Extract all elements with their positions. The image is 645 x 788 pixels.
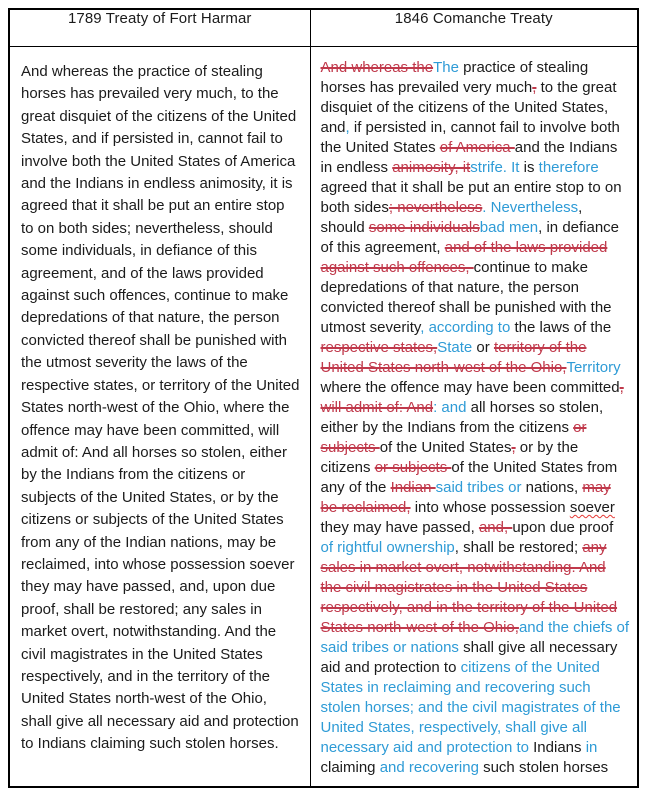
column-header-1846-treaty: 1846 Comanche Treaty bbox=[310, 9, 638, 47]
text-segment-normal: and the Indians in endless bbox=[320, 139, 618, 176]
text-segment-inserted: of rightful ownership bbox=[320, 539, 455, 556]
text-segment-deleted: Indian bbox=[390, 479, 436, 496]
text-segment-normal: is bbox=[519, 159, 539, 176]
cell-1846-treaty bbox=[310, 47, 638, 788]
text-segment-deleted: some individuals bbox=[368, 219, 480, 236]
text-segment-deleted: of America bbox=[439, 139, 515, 156]
header-row bbox=[9, 9, 638, 47]
text-segment-normal: where the offence may have been committed bbox=[320, 379, 620, 396]
text-segment-deleted: , bbox=[511, 439, 516, 456]
text-segment-inserted: bad men bbox=[479, 219, 539, 236]
text-segment-deleted: and of the laws provided against such offences, bbox=[320, 239, 608, 276]
text-segment-inserted: therefore bbox=[538, 159, 599, 176]
text-segment-inserted: said tribes or bbox=[435, 479, 522, 496]
text-segment-normal: of the United States bbox=[379, 439, 512, 456]
text-segment-normal: into whose possession bbox=[410, 499, 570, 516]
text-segment-deleted: any sales in market overt, notwithstanding. And the civil magistrates in the United States respectively, and in the territory of the United States north-west of the Ohio, bbox=[320, 539, 618, 636]
text-segment-normal: all horses so stolen, either by the Indians from the citizens bbox=[320, 399, 604, 436]
text-segment-inserted: State bbox=[437, 339, 473, 356]
text-segment-deleted: And whereas the bbox=[320, 59, 434, 76]
text-segment-normal: if persisted in, cannot fail to involve both the United States bbox=[320, 119, 620, 156]
text-segment-deleted: , bbox=[532, 79, 537, 96]
text-segment-normal: to the great disquiet of the citizens of the United States, and bbox=[320, 79, 617, 136]
text-segment-normal: or by the citizens bbox=[320, 439, 579, 476]
text-segment-normal: practice of stealing horses has prevailed very much bbox=[320, 59, 589, 96]
text-segment-normal: upon due proof bbox=[512, 519, 614, 536]
column-header-1789-treaty: 1789 Treaty of Fort Harmar bbox=[9, 9, 310, 47]
text-segment-normal: such stolen horses bbox=[478, 759, 609, 776]
text-segment-inserted: . Nevertheless bbox=[482, 199, 579, 216]
text-segment-deleted: territory of the United States north-west of the Ohio, bbox=[320, 339, 587, 376]
text-segment-deleted: or subjects bbox=[320, 419, 587, 456]
text-segment-inserted: , according to bbox=[420, 319, 511, 336]
text-segment-inserted: The bbox=[433, 59, 459, 76]
text-segment-normal: agreed that it shall be put an entire stop to on both sides bbox=[320, 179, 622, 216]
text-segment-normal: nations, bbox=[521, 479, 583, 496]
treaty-1789-text: And whereas the practice of stealing horses has prevailed very much, to the great disquiet of the citizens of the United States, and if persisted in, cannot fail to involve both the United States of America and the Indians in endless animosity, it is agreed that it shall be put an entire stop to on both sides; nevertheless, should some individuals, in defiance of this agreement, and of the laws provided against such offences, continue to make depredations of that nature, the person convicted thereof shall be punished with the utmost severity the laws of the respective states, or territory of the United States north-west of the Ohio, where the offence may have been committed, will admit of: And all horses so stolen, either by the Indians from the citizens or subjects of the United States, or by the citizens or subjects of the United States from any of the Indian nations, may be reclaimed, into whose possession soever they may have passed, and, upon due proof, shall be restored; any sales in market overt, notwithstanding. And the civil magistrates in the United States respectively, and in the territory of the United States north-west of the Ohio, shall give all necessary aid and protection to Indians claiming such stolen horses. bbox=[21, 63, 300, 753]
text-segment-inserted: : and bbox=[433, 399, 467, 416]
text-segment-normal: Indians bbox=[528, 739, 586, 756]
text-segment-inserted: and recovering bbox=[379, 759, 479, 776]
text-segment-normal: shall give all necessary aid and protection to bbox=[320, 639, 618, 676]
text-segment-normal: or bbox=[472, 339, 494, 356]
text-segment-normal: they may have passed, bbox=[320, 519, 479, 536]
text-segment-deleted: and, bbox=[478, 519, 513, 536]
cell-1789-treaty bbox=[9, 47, 310, 788]
text-segment-deleted: ; nevertheless bbox=[388, 199, 483, 216]
text-segment-normal: , should bbox=[320, 199, 583, 236]
text-segment-normal: , shall be restored; bbox=[454, 539, 583, 556]
text-segment-deleted: or subjects bbox=[374, 459, 452, 476]
body-row bbox=[9, 47, 638, 788]
text-segment-deleted: respective states, bbox=[320, 339, 438, 356]
text-segment-inserted: Territory bbox=[566, 359, 621, 376]
text-segment-inserted: in bbox=[585, 739, 598, 756]
text-segment-deleted: animosity, it bbox=[392, 159, 471, 176]
text-segment-inserted: and the chiefs of said tribes or nations bbox=[320, 619, 630, 656]
text-segment-inserted: , bbox=[345, 119, 350, 136]
text-segment-misspelled: soever bbox=[569, 499, 615, 516]
text-segment-normal: the laws of the bbox=[510, 319, 612, 336]
text-segment-normal: claiming bbox=[320, 759, 380, 776]
text-segment-deleted: may be reclaimed, bbox=[320, 479, 611, 516]
text-segment-inserted: citizens of the United States in reclaiming and recovering such stolen horses; and the civil magistrates of the United States, respectively, shall give all necessary aid and protection to bbox=[320, 659, 621, 756]
text-segment-inserted: strife. It bbox=[470, 159, 520, 176]
treaty-comparison-table bbox=[8, 8, 639, 788]
text-segment-normal: , in defiance of this agreement, bbox=[320, 219, 620, 256]
text-segment-normal: of the United States from any of the bbox=[320, 459, 618, 496]
text-segment-deleted: , will admit of: And bbox=[320, 379, 624, 416]
treaty-1846-redline-text bbox=[311, 47, 638, 786]
text-segment-normal: continue to make depredations of that nature, the person convicted thereof shall be punished with the utmost severity bbox=[320, 259, 612, 336]
